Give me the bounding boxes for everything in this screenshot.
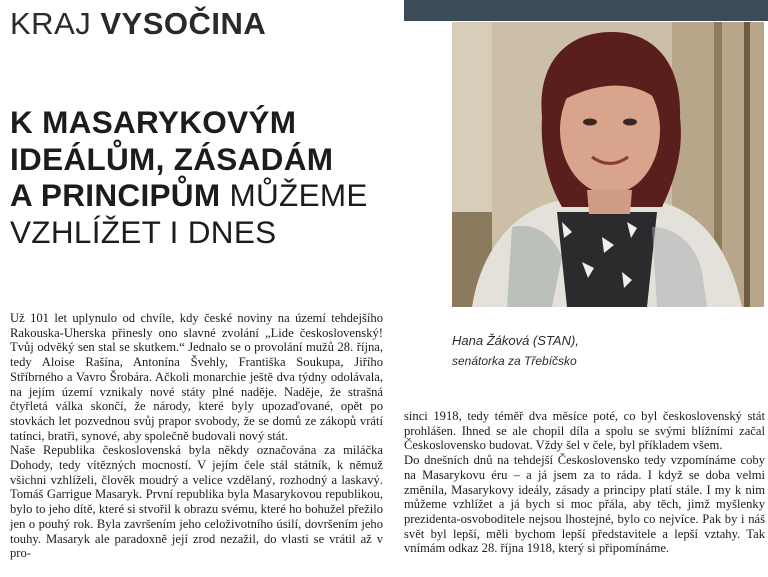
top-color-bar — [404, 0, 768, 21]
headline-line-4: VZHLÍŽET I DNES — [10, 213, 277, 250]
column-2-paragraph-2: Do dnešních dnů na tehdejší Československo tedy vzpomínáme coby na Masarykovu éru – a já jsem za to ráda. I když se doba velmi změnila, Masarykovy ideály, zásady a principy platí stále. I my k nim můžeme vzhlížet a já bych si moc přála, aby těch, jimž myšlenky prezidenta-osvoboditele nejsou lhostejné, bylo co nejvíce. Pak by i náš svět byl lepší, měli bychom lepší představitele a lepší vztahy. Tak vnímám odkaz 28. října 1918, který si připomínáme. — [404, 453, 765, 556]
column-2-paragraph-1: sinci 1918, tedy téměř dva měsíce poté, co byl československý stát prohlášen. Ihned se ale chopil díla a spolu se svými blížními začal Československo budovat. Vždy šel v čele, byl příkladem všem. — [404, 409, 765, 453]
section-label-region: KRAJ — [10, 6, 101, 41]
article-column-2 — [404, 409, 765, 556]
caption-name: Hana Žáková (STAN), — [452, 333, 579, 348]
section-label-name: VYSOČINA — [100, 6, 267, 41]
headline-line-3-bold: A PRINCIPŮM — [10, 177, 221, 213]
column-1-paragraph-2: Naše Republika československá byla někdy označována za miláčka Dohody, tedy vítězných mocností. V jejím čele stál státník, k němuž všichni vzhlíželi, člověk moudrý a velice vzdělaný, rozhodný a laskavý. Tomáš Garrigue Masaryk. První republika byla Masarykovou republikou, bylo to jeho dítě, které si stvořil k obrazu svému, které ho bohužel přežilo jen o pouhý rok. Byla završením jeho celoživotního úsilí, dovršením jeho touhy. Masaryk ale paradoxně její zrod nezažil, do vlasti se vrátil až v pro- — [10, 443, 383, 561]
section-label — [10, 6, 266, 42]
headline-line-3-light: MŮŽEME — [220, 177, 368, 213]
article-column-1 — [10, 311, 383, 561]
caption-role: senátorka za Třebíčsko — [452, 354, 577, 368]
article-headline — [10, 104, 395, 250]
headline-line-1: K MASARYKOVÝM — [10, 104, 297, 140]
photo-caption — [452, 333, 752, 368]
column-1-paragraph-1: Už 101 let uplynulo od chvíle, kdy české noviny na území tehdejšího Rakouska-Uherska přinesly ono slavné zvolání „Lide československý! Tvůj odvěký sen stal se skutkem.“ Jednalo se o provolání mužů 28. října, tedy Aloise Rašína, Antonína Švehly, Františka Soukupa, Jiřího Stříbrného a Vavro Šrobára. Ačkoli monarchie ještě dva týdny odolávala, na jejím území vznikaly nové státy plné naděje. Naděje, že strašná čtyřletá válka skončí, že národy, které byly upozaďované, opět po stovkách let pozvednou svůj prapor svobody, že se domů ze zákopů vrátí tatínci, bratři, synové, aby společně budovali nový stát. — [10, 311, 383, 443]
portrait-photo — [452, 22, 764, 307]
headline-line-2: IDEÁLŮM, ZÁSADÁM — [10, 140, 334, 177]
headline-line-3 — [10, 177, 395, 214]
